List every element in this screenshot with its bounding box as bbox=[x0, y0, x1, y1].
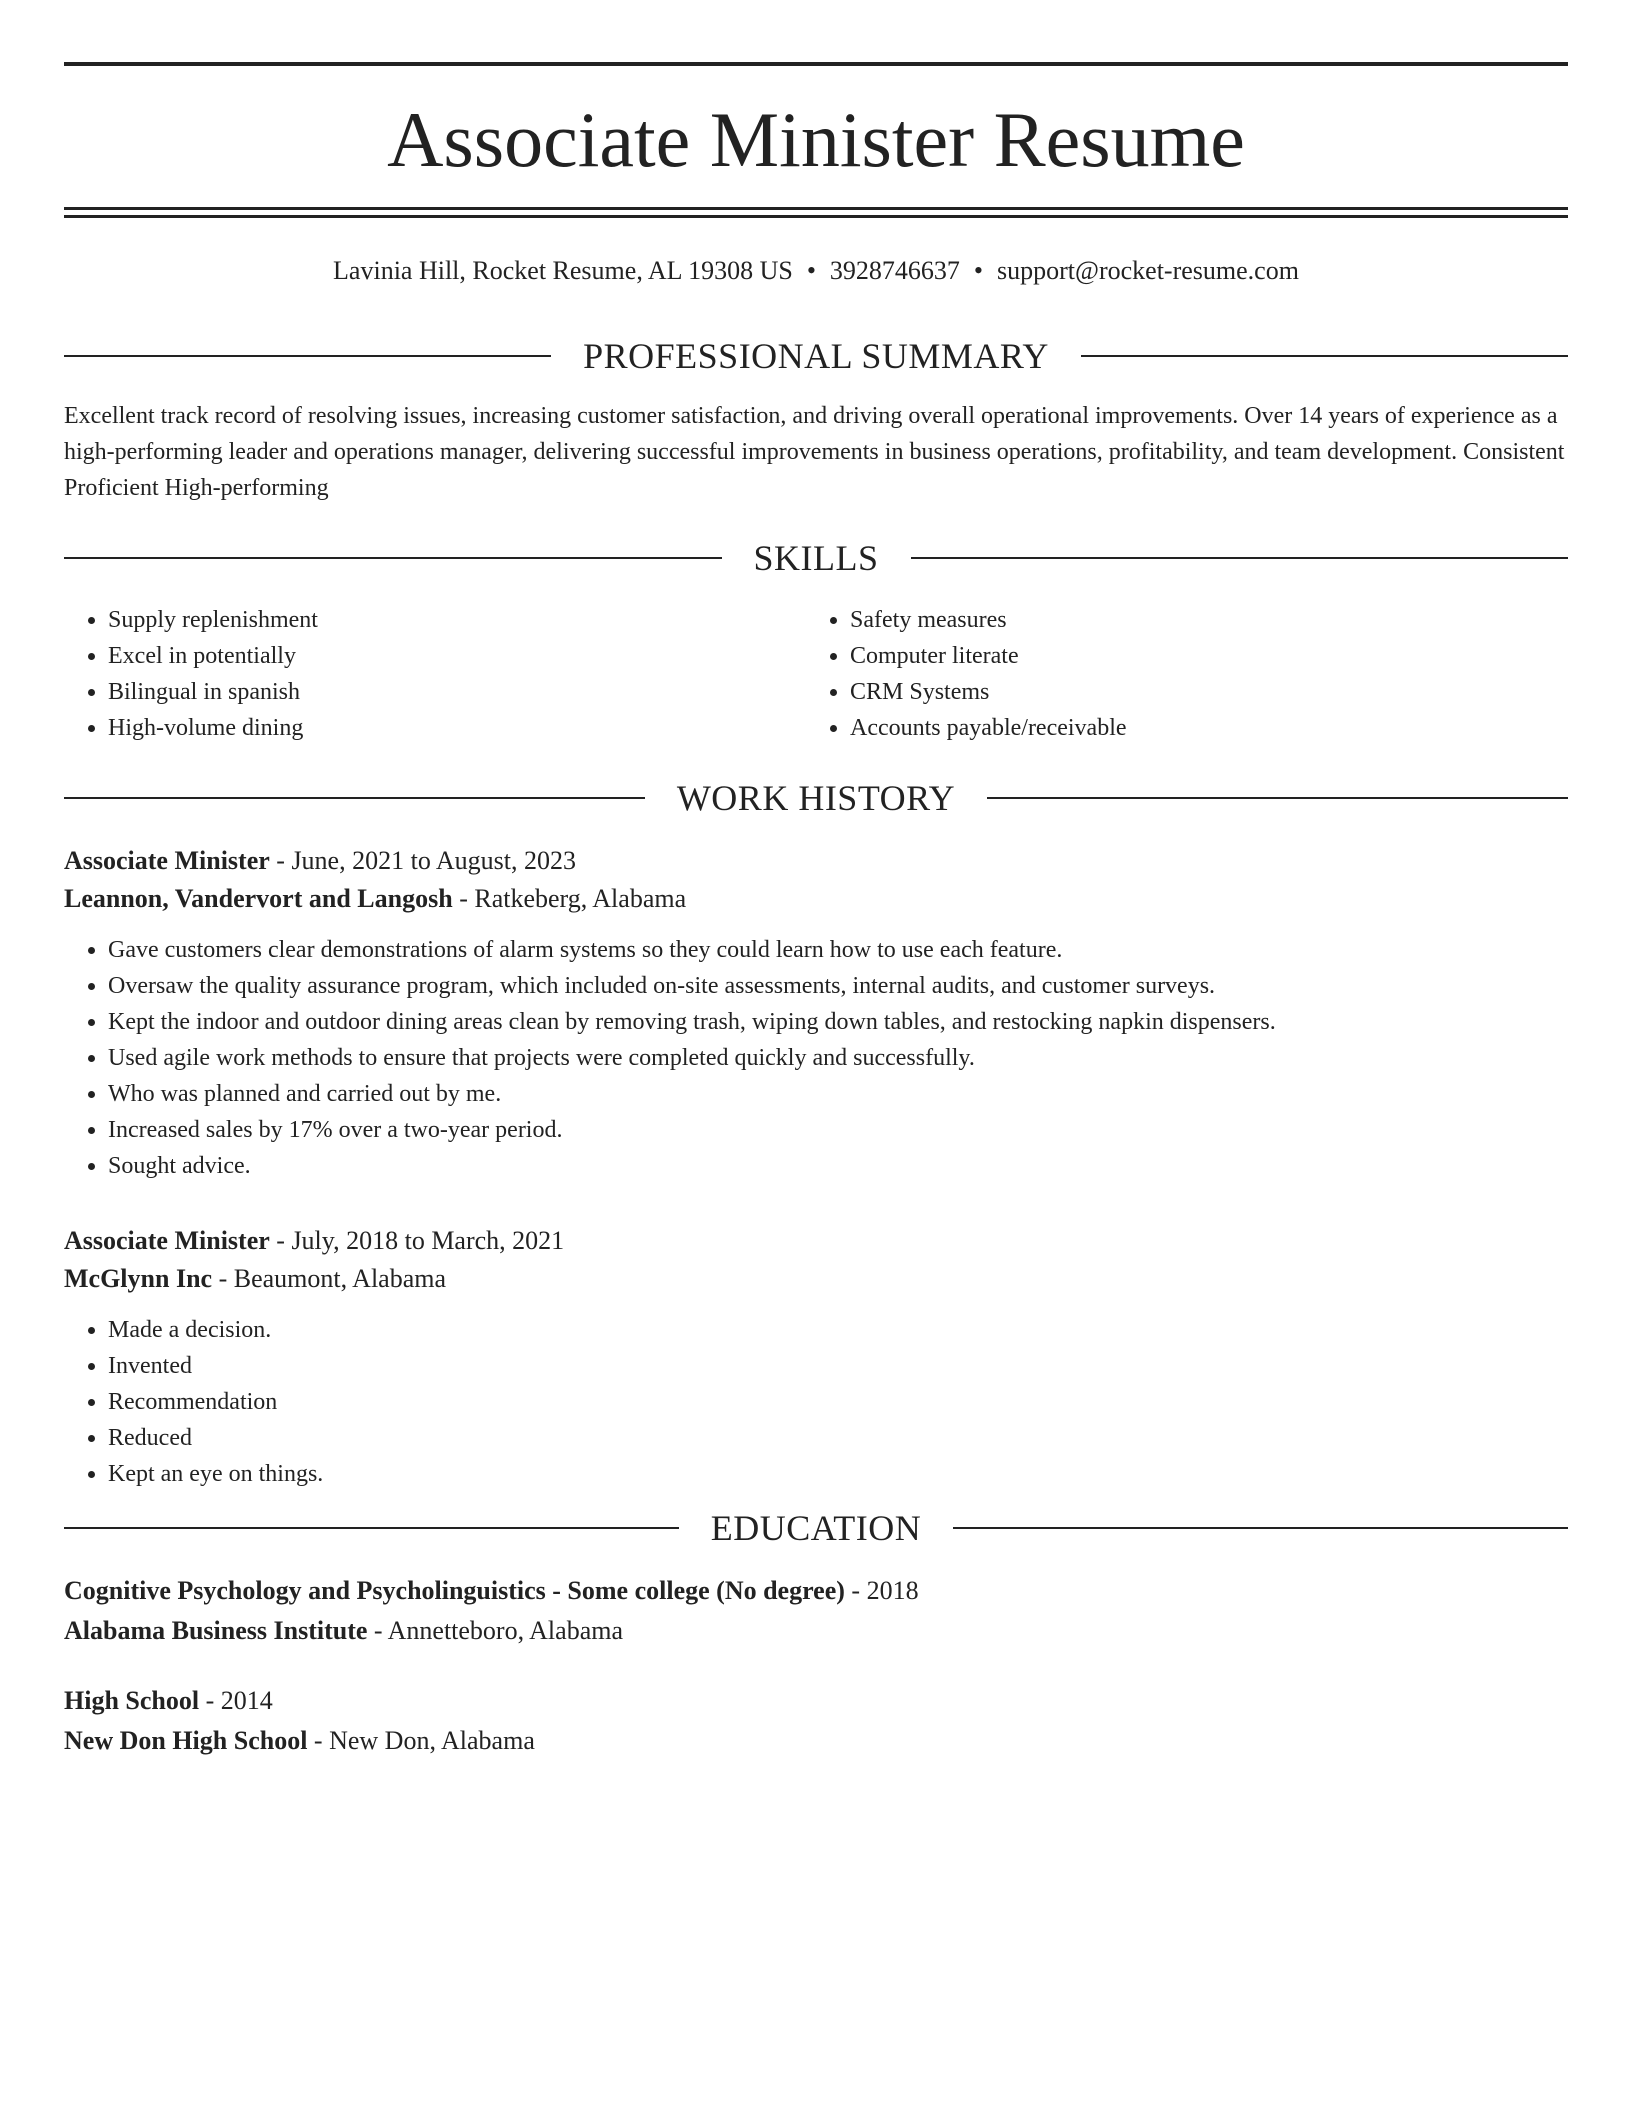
summary-heading-label: PROFESSIONAL SUMMARY bbox=[583, 336, 1049, 376]
education-heading-label: EDUCATION bbox=[710, 1508, 922, 1548]
education-degree: Cognitive Psychology and Psycholinguistics - Some college (No degree) bbox=[64, 1576, 845, 1605]
skills-list bbox=[64, 602, 1568, 746]
job-bullets bbox=[64, 1312, 1568, 1492]
job-company: McGlynn Inc bbox=[64, 1264, 213, 1293]
skills-heading bbox=[64, 533, 1568, 583]
skill-item: • Excel in potentially bbox=[108, 638, 806, 674]
resume-title: Associate Minister Resume bbox=[387, 96, 1245, 183]
top-rule bbox=[64, 62, 1568, 66]
education-heading bbox=[64, 1503, 1568, 1553]
job-company-line bbox=[64, 880, 1568, 918]
summary-heading bbox=[64, 331, 1568, 381]
education-location: - Annetteboro, Alabama bbox=[367, 1616, 624, 1645]
contact-address: Lavinia Hill, Rocket Resume, AL 19308 US bbox=[333, 256, 793, 285]
job-title: Associate Minister bbox=[64, 846, 270, 875]
job-company: Leannon, Vandervort and Langosh bbox=[64, 884, 453, 913]
job-title: Associate Minister bbox=[64, 1226, 270, 1255]
education-degree-line bbox=[64, 1572, 1568, 1610]
education-entry bbox=[64, 1682, 1568, 1760]
job-entry bbox=[64, 1222, 1568, 1492]
work-heading bbox=[64, 773, 1568, 823]
job-location: - Ratkeberg, Alabama bbox=[452, 884, 687, 913]
title-rule-lower bbox=[64, 215, 1568, 218]
contact-line bbox=[64, 252, 1568, 290]
contact-phone: 3928746637 bbox=[829, 256, 960, 285]
skill-item: • High-volume dining bbox=[108, 710, 806, 746]
contact-separator: • bbox=[973, 256, 984, 285]
skills-heading-label: SKILLS bbox=[753, 538, 879, 578]
skill-item: • CRM Systems bbox=[850, 674, 1548, 710]
job-bullet: • Made a decision. bbox=[108, 1312, 1568, 1348]
summary-text: Excellent track record of resolving issues, increasing customer satisfaction, and driving overall operational improvements. Over 14 years of experience as a high-performing leader and operations manager, delivering successful improvements in business operations, profitability, and team development. Consistent Proficient High-performing bbox=[64, 403, 1565, 501]
job-bullet: • Oversaw the quality assurance program, which included on-site assessments, internal audits, and customer surveys. bbox=[108, 968, 1568, 1004]
job-company-line bbox=[64, 1260, 1568, 1298]
job-entry bbox=[64, 842, 1568, 1184]
job-bullet: • Kept an eye on things. bbox=[108, 1456, 1568, 1492]
skill-item: • Supply replenishment bbox=[108, 602, 806, 638]
heading-rule-left bbox=[64, 557, 722, 559]
education-degree-line bbox=[64, 1682, 1568, 1720]
job-dates: - July, 2018 to March, 2021 bbox=[269, 1226, 565, 1255]
skill-item: • Computer literate bbox=[850, 638, 1548, 674]
heading-rule-right bbox=[953, 1527, 1568, 1529]
job-title-line bbox=[64, 842, 1568, 880]
heading-rule-left bbox=[64, 1527, 679, 1529]
job-bullet: • Who was planned and carried out by me. bbox=[108, 1076, 1568, 1112]
education-year: - 2018 bbox=[844, 1576, 919, 1605]
heading-rule-right bbox=[911, 557, 1569, 559]
education-school: Alabama Business Institute bbox=[64, 1616, 368, 1645]
education-year: - 2014 bbox=[199, 1686, 273, 1715]
skill-item: • Safety measures bbox=[850, 602, 1548, 638]
heading-rule-left bbox=[64, 797, 645, 799]
heading-rule-right bbox=[987, 797, 1568, 799]
contact-email: support@rocket-resume.com bbox=[997, 256, 1299, 285]
job-location: - Beaumont, Alabama bbox=[212, 1264, 447, 1293]
heading-rule-left bbox=[64, 355, 551, 357]
job-bullet: • Used agile work methods to ensure that projects were completed quickly and successfully. bbox=[108, 1040, 1568, 1076]
skill-item: • Bilingual in spanish bbox=[108, 674, 806, 710]
work-heading-label: WORK HISTORY bbox=[676, 778, 956, 818]
job-bullet: • Gave customers clear demonstrations of alarm systems so they could learn how to use each feature. bbox=[108, 932, 1568, 968]
heading-rule-right bbox=[1081, 355, 1568, 357]
education-location: - New Don, Alabama bbox=[307, 1726, 535, 1755]
job-bullet: • Reduced bbox=[108, 1420, 1568, 1456]
job-bullet: • Increased sales by 17% over a two-year period. bbox=[108, 1112, 1568, 1148]
education-school: New Don High School bbox=[64, 1726, 308, 1755]
skills-column-left bbox=[64, 602, 806, 746]
education-school-line bbox=[64, 1612, 1568, 1650]
education-school-line bbox=[64, 1722, 1568, 1760]
job-title-line bbox=[64, 1222, 1568, 1260]
job-bullet: • Kept the indoor and outdoor dining areas clean by removing trash, wiping down tables, and restocking napkin dispensers. bbox=[108, 1004, 1568, 1040]
job-bullet: • Sought advice. bbox=[108, 1148, 1568, 1184]
title-rule-upper bbox=[64, 207, 1568, 210]
skill-item: • Accounts payable/receivable bbox=[850, 710, 1548, 746]
job-dates: - June, 2021 to August, 2023 bbox=[269, 846, 577, 875]
job-bullet: • Recommendation bbox=[108, 1384, 1568, 1420]
job-bullet: • Invented bbox=[108, 1348, 1568, 1384]
contact-separator: • bbox=[806, 256, 816, 285]
job-bullets bbox=[64, 932, 1568, 1184]
skills-column-right bbox=[806, 602, 1548, 746]
education-degree: High School bbox=[64, 1686, 200, 1715]
education-entry bbox=[64, 1572, 1568, 1650]
